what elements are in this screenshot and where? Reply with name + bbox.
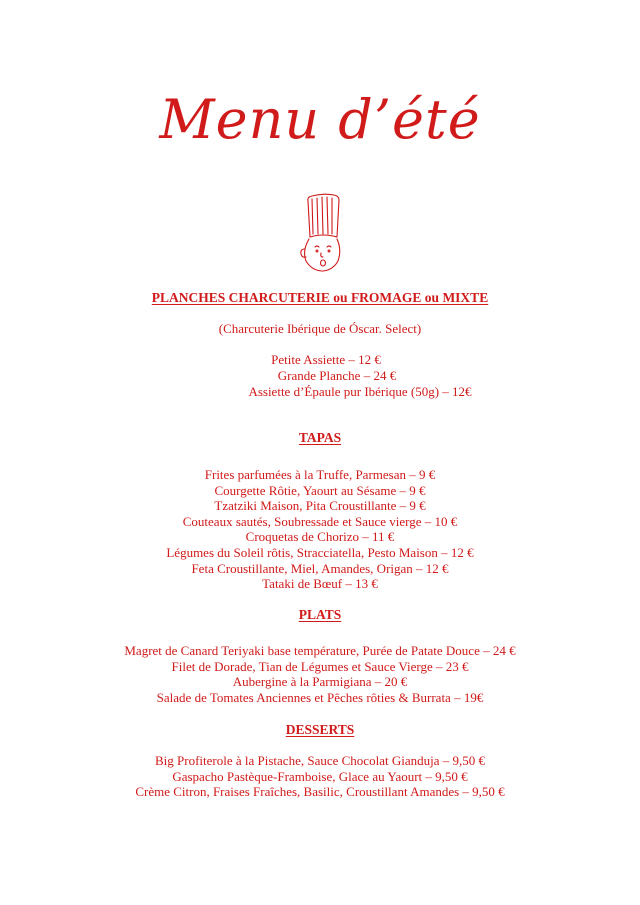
section-heading: TAPAS [298, 430, 342, 445]
menu-item: Courgette Rôtie, Yaourt au Sésame – 9 € [214, 482, 426, 498]
menu-item: Crème Citron, Fraises Fraîches, Basilic, Croustillant Amandes – 9,50 € [135, 784, 505, 800]
desserts-list [0, 753, 640, 800]
chef-icon [294, 193, 352, 273]
menu-item: Big Profiterole à la Pistache, Sauce Chocolat Gianduja – 9,50 € [155, 753, 485, 768]
section-heading: PLANCHES CHARCUTERIE ou FROMAGE ou MIXTE [151, 290, 489, 305]
menu-item: Salade de Tomates Anciennes et Pêches rôties & Burrata – 19€ [156, 689, 484, 705]
menu-item: Feta Croustillante, Miel, Amandes, Origan – 12 € [191, 560, 449, 576]
menu-title: Menu d’été [159, 88, 481, 151]
planches-note: (Charcuterie Ibérique de Óscar. Select) [218, 321, 422, 336]
menu-item: Gaspacho Pastèque-Framboise, Glace au Yaourt – 9,50 € [172, 768, 468, 784]
tapas-list [0, 467, 640, 592]
section-heading: DESSERTS [285, 722, 355, 737]
plats-list [0, 643, 640, 705]
menu-item: Assiette d’Épaule pur Ibérique (50g) – 12€ [248, 384, 472, 399]
menu-item: Aubergine à la Parmigiana – 20 € [232, 674, 408, 690]
menu-item: Filet de Dorade, Tian de Légumes et Sauce Vierge – 23 € [171, 658, 469, 674]
menu-item: Tzatziki Maison, Pita Croustillante – 9 € [214, 498, 426, 514]
menu-item: Frites parfumées à la Truffe, Parmesan – 9 € [204, 467, 436, 482]
section-tapas [0, 430, 640, 446]
section-heading: PLATS [298, 607, 342, 622]
menu-item: Légumes du Soleil rôtis, Stracciatella, Pesto Maison – 12 € [166, 544, 474, 560]
menu-item: Grande Planche – 24 € [277, 368, 397, 383]
section-planches [0, 290, 640, 306]
menu-item: Petite Assiette – 12 € [271, 352, 381, 367]
section-plats [0, 607, 640, 623]
menu-item: Croquetas de Chorizo – 11 € [245, 529, 395, 545]
menu-item: Couteaux sautés, Soubressade et Sauce vierge – 10 € [182, 513, 458, 529]
section-desserts [0, 722, 640, 738]
menu-item: Magret de Canard Teriyaki base température, Purée de Patate Douce – 24 € [124, 643, 516, 658]
menu-item: Tataki de Bœuf – 13 € [262, 576, 378, 592]
